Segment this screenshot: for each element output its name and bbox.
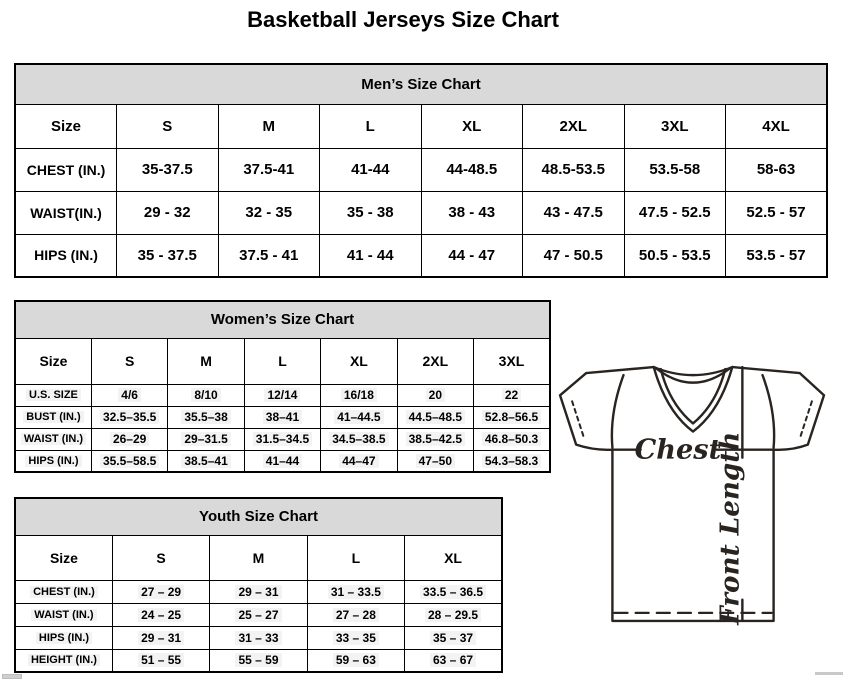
table-cell: 31.5–34.5	[244, 428, 320, 450]
table-cell: 35 – 37	[405, 626, 502, 649]
table-cell: 52.5 - 57	[726, 191, 828, 234]
table-cell: 34.5–38.5	[321, 428, 397, 450]
row-label: CHEST (IN.)	[15, 148, 117, 191]
table-cell: 41–44	[244, 450, 320, 472]
table-cell: 8/10	[168, 384, 244, 406]
table-cell: 37.5 - 41	[218, 234, 320, 277]
table-cell: 53.5 - 57	[726, 234, 828, 277]
row-label: WAIST(IN.)	[15, 191, 117, 234]
chest-label: Chest	[634, 433, 722, 466]
table-cell: 27 – 28	[307, 603, 404, 626]
table-cell: 35.5–58.5	[91, 450, 167, 472]
table-cell: 53.5-58	[624, 148, 726, 191]
table-cell: 29 – 31	[210, 580, 307, 603]
table-cell: 33 – 35	[307, 626, 404, 649]
table-cell: 35.5–38	[168, 406, 244, 428]
table-row	[15, 603, 502, 626]
column-header: M	[218, 104, 320, 148]
row-label: HIPS (IN.)	[15, 450, 91, 472]
table-cell: 25 – 27	[210, 603, 307, 626]
page-title: Basketball Jerseys Size Chart	[247, 7, 559, 32]
table-cell: 48.5-53.5	[523, 148, 625, 191]
table-row	[15, 626, 502, 649]
table-title-row	[15, 64, 827, 104]
table-cell: 29 - 32	[117, 191, 219, 234]
table-cell: 27 – 29	[112, 580, 209, 603]
table-cell: 32 - 35	[218, 191, 320, 234]
table-cell: 58-63	[726, 148, 828, 191]
column-header: S	[91, 338, 167, 384]
table-cell: 37.5-41	[218, 148, 320, 191]
row-label: WAIST (IN.)	[15, 428, 91, 450]
row-label: CHEST (IN.)	[15, 580, 112, 603]
column-header-row	[15, 104, 827, 148]
table-row	[15, 191, 827, 234]
table-cell: 26–29	[91, 428, 167, 450]
column-header: Size	[15, 104, 117, 148]
table-cell: 44.5–48.5	[397, 406, 473, 428]
front-length-label: Front Length	[714, 431, 746, 625]
column-header: 2XL	[397, 338, 473, 384]
column-header: 4XL	[726, 104, 828, 148]
table-cell: 59 – 63	[307, 649, 404, 672]
row-label: HIPS (IN.)	[15, 234, 117, 277]
column-header-row	[15, 338, 550, 384]
jersey-measurement-diagram	[556, 361, 828, 629]
table-cell: 12/14	[244, 384, 320, 406]
table-cell: 38–41	[244, 406, 320, 428]
right-armhole-seam	[763, 375, 775, 448]
table-cell: 22	[474, 384, 550, 406]
table-cell: 35-37.5	[117, 148, 219, 191]
column-header: 3XL	[624, 104, 726, 148]
table-row	[15, 450, 550, 472]
jersey-outline	[560, 367, 824, 621]
column-header: L	[320, 104, 422, 148]
row-label: BUST (IN.)	[15, 406, 91, 428]
table-cell: 44–47	[321, 450, 397, 472]
table-row	[15, 384, 550, 406]
table-cell: 50.5 - 53.5	[624, 234, 726, 277]
table-row	[15, 234, 827, 277]
table-cell: 35 - 38	[320, 191, 422, 234]
column-header: XL	[421, 104, 523, 148]
column-header: M	[168, 338, 244, 384]
column-header-row	[15, 535, 502, 580]
table-cell: 63 – 67	[405, 649, 502, 672]
table-cell: 28 – 29.5	[405, 603, 502, 626]
row-label: WAIST (IN.)	[15, 603, 112, 626]
table-title: Women’s Size Chart	[15, 301, 550, 338]
table-cell: 54.3–58.3	[474, 450, 550, 472]
table-title: Youth Size Chart	[15, 498, 502, 535]
table-cell: 51 – 55	[112, 649, 209, 672]
left-armhole-seam	[612, 375, 624, 448]
table-cell: 41–44.5	[321, 406, 397, 428]
table-cell: 46.8–50.3	[474, 428, 550, 450]
table-cell: 4/6	[91, 384, 167, 406]
youth-size-table	[14, 497, 503, 673]
table-cell: 43 - 47.5	[523, 191, 625, 234]
left-cuff-dashed-line	[572, 401, 584, 438]
table-row	[15, 148, 827, 191]
table-row	[15, 580, 502, 603]
column-header: L	[244, 338, 320, 384]
womens-size-table	[14, 300, 551, 473]
column-header: 2XL	[523, 104, 625, 148]
row-label: HIPS (IN.)	[15, 626, 112, 649]
table-cell: 31 – 33	[210, 626, 307, 649]
table-cell: 55 – 59	[210, 649, 307, 672]
table-cell: 44-48.5	[421, 148, 523, 191]
column-header: S	[117, 104, 219, 148]
table-cell: 38.5–41	[168, 450, 244, 472]
table-cell: 24 – 25	[112, 603, 209, 626]
table-cell: 52.8–56.5	[474, 406, 550, 428]
right-cuff-dashed-line	[800, 401, 812, 438]
row-label: HEIGHT (IN.)	[15, 649, 112, 672]
column-header: XL	[321, 338, 397, 384]
table-cell: 44 - 47	[421, 234, 523, 277]
table-cell: 38 - 43	[421, 191, 523, 234]
table-title: Men’s Size Chart	[15, 64, 827, 104]
column-header: XL	[405, 535, 502, 580]
table-cell: 41-44	[320, 148, 422, 191]
table-cell: 32.5–35.5	[91, 406, 167, 428]
column-header: L	[307, 535, 404, 580]
mens-size-table	[14, 63, 828, 278]
table-row	[15, 428, 550, 450]
vneck-outer	[654, 367, 733, 431]
table-cell: 16/18	[321, 384, 397, 406]
horizontal-scrollbar-fragment-left[interactable]	[2, 674, 22, 679]
row-label: U.S. SIZE	[15, 384, 91, 406]
table-cell: 35 - 37.5	[117, 234, 219, 277]
column-header: 3XL	[474, 338, 550, 384]
table-cell: 41 - 44	[320, 234, 422, 277]
table-title-row	[15, 498, 502, 535]
column-header: Size	[15, 535, 112, 580]
jersey-diagram-svg	[556, 361, 828, 629]
table-row	[15, 406, 550, 428]
table-cell: 33.5 – 36.5	[405, 580, 502, 603]
table-cell: 47 - 50.5	[523, 234, 625, 277]
table-cell: 31 – 33.5	[307, 580, 404, 603]
column-header: S	[112, 535, 209, 580]
table-cell: 47.5 - 52.5	[624, 191, 726, 234]
column-header: M	[210, 535, 307, 580]
table-cell: 47–50	[397, 450, 473, 472]
table-cell: 20	[397, 384, 473, 406]
table-cell: 29 – 31	[112, 626, 209, 649]
horizontal-scrollbar-fragment-right[interactable]	[815, 672, 843, 675]
table-cell: 29–31.5	[168, 428, 244, 450]
table-row	[15, 649, 502, 672]
table-title-row	[15, 301, 550, 338]
table-cell: 38.5–42.5	[397, 428, 473, 450]
column-header: Size	[15, 338, 91, 384]
